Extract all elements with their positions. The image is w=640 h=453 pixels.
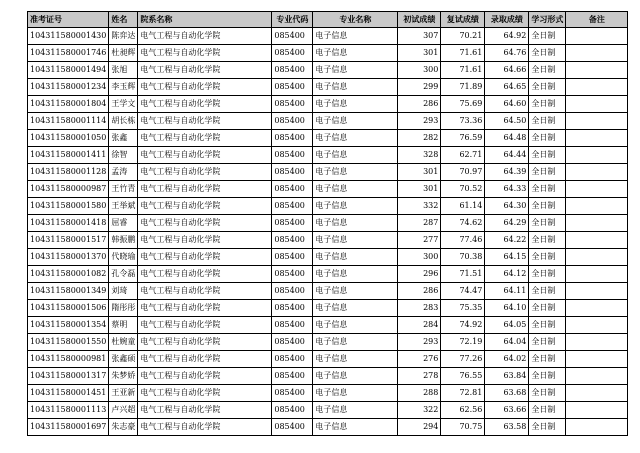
- cell-study-mode: 全日制: [529, 232, 566, 249]
- cell-retest-score: 70.75: [441, 419, 485, 436]
- cell-initial-score: 288: [398, 385, 441, 402]
- cell-major-code: 085400: [272, 283, 313, 300]
- cell-initial-score: 276: [398, 351, 441, 368]
- cell-initial-score: 296: [398, 266, 441, 283]
- header-department: 院系名称: [138, 12, 272, 28]
- cell-name: 杜婉童: [109, 334, 138, 351]
- cell-remarks: [566, 317, 628, 334]
- cell-major-name: 电子信息: [313, 215, 398, 232]
- cell-retest-score: 70.21: [441, 28, 485, 45]
- cell-name: 孔令磊: [109, 266, 138, 283]
- cell-initial-score: 301: [398, 45, 441, 62]
- cell-initial-score: 300: [398, 249, 441, 266]
- header-remarks: 备注: [566, 12, 628, 28]
- cell-remarks: [566, 402, 628, 419]
- table-row: [28, 181, 628, 198]
- cell-initial-score: 322: [398, 402, 441, 419]
- cell-major-name: 电子信息: [313, 334, 398, 351]
- cell-retest-score: 74.62: [441, 215, 485, 232]
- cell-exam-id: 104311580001113: [28, 402, 109, 419]
- cell-major-name: 电子信息: [313, 351, 398, 368]
- cell-initial-score: 283: [398, 300, 441, 317]
- cell-retest-score: 75.69: [441, 96, 485, 113]
- cell-major-code: 085400: [272, 198, 313, 215]
- cell-retest-score: 74.92: [441, 317, 485, 334]
- cell-name: 张鑫硕: [109, 351, 138, 368]
- cell-study-mode: 全日制: [529, 147, 566, 164]
- cell-retest-score: 71.51: [441, 266, 485, 283]
- cell-remarks: [566, 79, 628, 96]
- cell-retest-score: 70.97: [441, 164, 485, 181]
- cell-study-mode: 全日制: [529, 334, 566, 351]
- cell-remarks: [566, 266, 628, 283]
- cell-exam-id: 104311580001451: [28, 385, 109, 402]
- table-row: [28, 385, 628, 402]
- header-major-name: 专业名称: [313, 12, 398, 28]
- cell-name: 隋彤彤: [109, 300, 138, 317]
- table-row: [28, 147, 628, 164]
- cell-remarks: [566, 215, 628, 232]
- table-row: [28, 215, 628, 232]
- cell-major-code: 085400: [272, 164, 313, 181]
- cell-major-name: 电子信息: [313, 45, 398, 62]
- cell-retest-score: 70.38: [441, 249, 485, 266]
- cell-name: 王学文: [109, 96, 138, 113]
- cell-retest-score: 71.89: [441, 79, 485, 96]
- cell-initial-score: 286: [398, 96, 441, 113]
- cell-major-name: 电子信息: [313, 368, 398, 385]
- cell-major-name: 电子信息: [313, 79, 398, 96]
- cell-exam-id: 104311580001804: [28, 96, 109, 113]
- table-row: [28, 249, 628, 266]
- cell-exam-id: 104311580000987: [28, 181, 109, 198]
- cell-study-mode: 全日制: [529, 317, 566, 334]
- cell-exam-id: 104311580001494: [28, 62, 109, 79]
- admission-results-table: [27, 11, 628, 436]
- cell-department: 电气工程与自动化学院: [138, 334, 272, 351]
- cell-major-name: 电子信息: [313, 113, 398, 130]
- cell-department: 电气工程与自动化学院: [138, 147, 272, 164]
- cell-exam-id: 104311580001354: [28, 317, 109, 334]
- cell-admission-score: 64.44: [485, 147, 529, 164]
- table-row: [28, 198, 628, 215]
- cell-initial-score: 307: [398, 28, 441, 45]
- cell-initial-score: 278: [398, 368, 441, 385]
- cell-exam-id: 104311580001370: [28, 249, 109, 266]
- cell-department: 电气工程与自动化学院: [138, 419, 272, 436]
- cell-initial-score: 332: [398, 198, 441, 215]
- cell-name: 王竹青: [109, 181, 138, 198]
- cell-study-mode: 全日制: [529, 385, 566, 402]
- cell-exam-id: 104311580001418: [28, 215, 109, 232]
- cell-admission-score: 64.50: [485, 113, 529, 130]
- cell-admission-score: 64.60: [485, 96, 529, 113]
- table-row: [28, 45, 628, 62]
- cell-exam-id: 104311580001697: [28, 419, 109, 436]
- cell-major-name: 电子信息: [313, 96, 398, 113]
- cell-retest-score: 62.71: [441, 147, 485, 164]
- cell-study-mode: 全日制: [529, 351, 566, 368]
- cell-major-code: 085400: [272, 96, 313, 113]
- cell-major-code: 085400: [272, 317, 313, 334]
- cell-remarks: [566, 62, 628, 79]
- cell-retest-score: 70.52: [441, 181, 485, 198]
- cell-major-name: 电子信息: [313, 283, 398, 300]
- table-row: [28, 300, 628, 317]
- cell-department: 电气工程与自动化学院: [138, 283, 272, 300]
- cell-remarks: [566, 385, 628, 402]
- table-row: [28, 164, 628, 181]
- cell-department: 电气工程与自动化学院: [138, 215, 272, 232]
- cell-major-name: 电子信息: [313, 164, 398, 181]
- cell-initial-score: 299: [398, 79, 441, 96]
- cell-major-code: 085400: [272, 181, 313, 198]
- table-row: [28, 368, 628, 385]
- table-row: [28, 113, 628, 130]
- cell-study-mode: 全日制: [529, 113, 566, 130]
- cell-department: 电气工程与自动化学院: [138, 317, 272, 334]
- cell-study-mode: 全日制: [529, 96, 566, 113]
- cell-initial-score: 300: [398, 62, 441, 79]
- cell-department: 电气工程与自动化学院: [138, 45, 272, 62]
- cell-study-mode: 全日制: [529, 419, 566, 436]
- cell-major-name: 电子信息: [313, 385, 398, 402]
- cell-retest-score: 76.55: [441, 368, 485, 385]
- cell-major-code: 085400: [272, 419, 313, 436]
- cell-retest-score: 76.59: [441, 130, 485, 147]
- cell-admission-score: 64.33: [485, 181, 529, 198]
- cell-remarks: [566, 283, 628, 300]
- cell-name: 韩振鹏: [109, 232, 138, 249]
- cell-retest-score: 75.35: [441, 300, 485, 317]
- cell-admission-score: 64.65: [485, 79, 529, 96]
- cell-department: 电气工程与自动化学院: [138, 79, 272, 96]
- cell-study-mode: 全日制: [529, 402, 566, 419]
- cell-major-code: 085400: [272, 266, 313, 283]
- cell-remarks: [566, 96, 628, 113]
- table-row: [28, 283, 628, 300]
- cell-admission-score: 63.58: [485, 419, 529, 436]
- cell-initial-score: 282: [398, 130, 441, 147]
- cell-remarks: [566, 147, 628, 164]
- cell-major-code: 085400: [272, 351, 313, 368]
- cell-remarks: [566, 368, 628, 385]
- cell-department: 电气工程与自动化学院: [138, 181, 272, 198]
- cell-department: 电气工程与自动化学院: [138, 28, 272, 45]
- cell-exam-id: 104311580001082: [28, 266, 109, 283]
- cell-name: 代晓瑜: [109, 249, 138, 266]
- cell-admission-score: 63.68: [485, 385, 529, 402]
- cell-name: 朱梦娇: [109, 368, 138, 385]
- cell-retest-score: 74.47: [441, 283, 485, 300]
- cell-major-name: 电子信息: [313, 181, 398, 198]
- cell-major-name: 电子信息: [313, 28, 398, 45]
- cell-major-name: 电子信息: [313, 402, 398, 419]
- cell-major-code: 085400: [272, 385, 313, 402]
- cell-major-code: 085400: [272, 45, 313, 62]
- cell-remarks: [566, 45, 628, 62]
- cell-initial-score: 287: [398, 215, 441, 232]
- cell-major-name: 电子信息: [313, 249, 398, 266]
- cell-major-code: 085400: [272, 368, 313, 385]
- cell-retest-score: 77.26: [441, 351, 485, 368]
- cell-name: 徐智: [109, 147, 138, 164]
- cell-remarks: [566, 232, 628, 249]
- header-row: [28, 12, 628, 28]
- table-row: [28, 79, 628, 96]
- cell-major-name: 电子信息: [313, 62, 398, 79]
- cell-study-mode: 全日制: [529, 283, 566, 300]
- cell-department: 电气工程与自动化学院: [138, 402, 272, 419]
- cell-admission-score: 64.29: [485, 215, 529, 232]
- cell-major-code: 085400: [272, 147, 313, 164]
- cell-department: 电气工程与自动化学院: [138, 300, 272, 317]
- cell-department: 电气工程与自动化学院: [138, 130, 272, 147]
- cell-exam-id: 104311580001411: [28, 147, 109, 164]
- cell-major-name: 电子信息: [313, 266, 398, 283]
- cell-admission-score: 64.39: [485, 164, 529, 181]
- cell-remarks: [566, 181, 628, 198]
- cell-admission-score: 64.05: [485, 317, 529, 334]
- cell-department: 电气工程与自动化学院: [138, 249, 272, 266]
- cell-admission-score: 64.12: [485, 266, 529, 283]
- cell-retest-score: 61.14: [441, 198, 485, 215]
- cell-retest-score: 71.61: [441, 45, 485, 62]
- cell-remarks: [566, 249, 628, 266]
- cell-department: 电气工程与自动化学院: [138, 113, 272, 130]
- cell-name: 张鑫: [109, 130, 138, 147]
- cell-initial-score: 293: [398, 334, 441, 351]
- header-name: 姓名: [109, 12, 138, 28]
- header-initial-score: 初试成绩: [398, 12, 441, 28]
- cell-major-code: 085400: [272, 249, 313, 266]
- table-row: [28, 351, 628, 368]
- table-row: [28, 317, 628, 334]
- cell-study-mode: 全日制: [529, 164, 566, 181]
- cell-remarks: [566, 130, 628, 147]
- cell-exam-id: 104311580001114: [28, 113, 109, 130]
- cell-name: 刘琦: [109, 283, 138, 300]
- cell-admission-score: 63.66: [485, 402, 529, 419]
- cell-initial-score: 284: [398, 317, 441, 334]
- cell-exam-id: 104311580001430: [28, 28, 109, 45]
- cell-study-mode: 全日制: [529, 79, 566, 96]
- cell-initial-score: 293: [398, 113, 441, 130]
- cell-remarks: [566, 198, 628, 215]
- header-major-code: 专业代码: [272, 12, 313, 28]
- cell-major-code: 085400: [272, 62, 313, 79]
- table-row: [28, 334, 628, 351]
- cell-major-name: 电子信息: [313, 198, 398, 215]
- cell-name: 卢兴超: [109, 402, 138, 419]
- table-row: [28, 266, 628, 283]
- cell-admission-score: 64.15: [485, 249, 529, 266]
- cell-admission-score: 64.04: [485, 334, 529, 351]
- cell-retest-score: 62.56: [441, 402, 485, 419]
- cell-department: 电气工程与自动化学院: [138, 164, 272, 181]
- cell-major-name: 电子信息: [313, 232, 398, 249]
- cell-major-name: 电子信息: [313, 300, 398, 317]
- cell-admission-score: 64.22: [485, 232, 529, 249]
- table-row: [28, 28, 628, 45]
- cell-remarks: [566, 300, 628, 317]
- cell-department: 电气工程与自动化学院: [138, 96, 272, 113]
- cell-major-name: 电子信息: [313, 419, 398, 436]
- cell-exam-id: 104311580001349: [28, 283, 109, 300]
- table-row: [28, 96, 628, 113]
- cell-retest-score: 77.46: [441, 232, 485, 249]
- cell-study-mode: 全日制: [529, 249, 566, 266]
- cell-name: 朱志豪: [109, 419, 138, 436]
- cell-study-mode: 全日制: [529, 130, 566, 147]
- cell-major-code: 085400: [272, 334, 313, 351]
- header-retest-score: 复试成绩: [441, 12, 485, 28]
- cell-name: 张旭: [109, 62, 138, 79]
- table-row: [28, 419, 628, 436]
- cell-exam-id: 104311580001128: [28, 164, 109, 181]
- table-row: [28, 402, 628, 419]
- cell-admission-score: 64.48: [485, 130, 529, 147]
- cell-study-mode: 全日制: [529, 198, 566, 215]
- cell-major-code: 085400: [272, 300, 313, 317]
- cell-name: 蔡明: [109, 317, 138, 334]
- cell-major-code: 085400: [272, 402, 313, 419]
- cell-remarks: [566, 419, 628, 436]
- cell-name: 李玉辉: [109, 79, 138, 96]
- cell-admission-score: 64.10: [485, 300, 529, 317]
- cell-initial-score: 301: [398, 164, 441, 181]
- cell-name: 杜昶辉: [109, 45, 138, 62]
- cell-department: 电气工程与自动化学院: [138, 385, 272, 402]
- cell-exam-id: 104311580001506: [28, 300, 109, 317]
- cell-exam-id: 104311580001550: [28, 334, 109, 351]
- cell-remarks: [566, 351, 628, 368]
- cell-retest-score: 71.61: [441, 62, 485, 79]
- cell-study-mode: 全日制: [529, 62, 566, 79]
- cell-major-code: 085400: [272, 232, 313, 249]
- cell-exam-id: 104311580001517: [28, 232, 109, 249]
- cell-exam-id: 104311580001317: [28, 368, 109, 385]
- cell-initial-score: 301: [398, 181, 441, 198]
- cell-major-name: 电子信息: [313, 147, 398, 164]
- cell-department: 电气工程与自动化学院: [138, 368, 272, 385]
- table-row: [28, 232, 628, 249]
- cell-exam-id: 104311580001580: [28, 198, 109, 215]
- cell-admission-score: 64.66: [485, 62, 529, 79]
- cell-retest-score: 72.19: [441, 334, 485, 351]
- cell-major-code: 085400: [272, 79, 313, 96]
- cell-exam-id: 104311580001746: [28, 45, 109, 62]
- cell-study-mode: 全日制: [529, 215, 566, 232]
- cell-study-mode: 全日制: [529, 300, 566, 317]
- cell-remarks: [566, 164, 628, 181]
- cell-name: 王举斌: [109, 198, 138, 215]
- cell-name: 胡长栋: [109, 113, 138, 130]
- cell-retest-score: 72.81: [441, 385, 485, 402]
- cell-department: 电气工程与自动化学院: [138, 198, 272, 215]
- header-admission-score: 录取成绩: [485, 12, 529, 28]
- cell-department: 电气工程与自动化学院: [138, 351, 272, 368]
- cell-study-mode: 全日制: [529, 368, 566, 385]
- cell-name: 屈睿: [109, 215, 138, 232]
- cell-initial-score: 286: [398, 283, 441, 300]
- cell-major-code: 085400: [272, 130, 313, 147]
- cell-admission-score: 64.30: [485, 198, 529, 215]
- cell-initial-score: 328: [398, 147, 441, 164]
- cell-major-code: 085400: [272, 28, 313, 45]
- cell-major-code: 085400: [272, 215, 313, 232]
- table-row: [28, 130, 628, 147]
- cell-major-name: 电子信息: [313, 317, 398, 334]
- cell-study-mode: 全日制: [529, 181, 566, 198]
- cell-department: 电气工程与自动化学院: [138, 266, 272, 283]
- cell-remarks: [566, 334, 628, 351]
- cell-admission-score: 64.11: [485, 283, 529, 300]
- cell-admission-score: 64.92: [485, 28, 529, 45]
- table-row: [28, 62, 628, 79]
- cell-retest-score: 73.36: [441, 113, 485, 130]
- cell-major-code: 085400: [272, 113, 313, 130]
- cell-admission-score: 64.02: [485, 351, 529, 368]
- cell-department: 电气工程与自动化学院: [138, 232, 272, 249]
- cell-study-mode: 全日制: [529, 266, 566, 283]
- header-exam-id: 准考证号: [28, 12, 109, 28]
- cell-name: 孟涛: [109, 164, 138, 181]
- cell-name: 陈弈达: [109, 28, 138, 45]
- cell-major-name: 电子信息: [313, 130, 398, 147]
- cell-exam-id: 104311580001234: [28, 79, 109, 96]
- cell-initial-score: 294: [398, 419, 441, 436]
- cell-initial-score: 277: [398, 232, 441, 249]
- cell-name: 王亚新: [109, 385, 138, 402]
- cell-exam-id: 104311580001050: [28, 130, 109, 147]
- header-study-mode: 学习形式: [529, 12, 566, 28]
- cell-study-mode: 全日制: [529, 45, 566, 62]
- cell-remarks: [566, 113, 628, 130]
- cell-department: 电气工程与自动化学院: [138, 62, 272, 79]
- cell-admission-score: 63.84: [485, 368, 529, 385]
- cell-remarks: [566, 28, 628, 45]
- cell-admission-score: 64.76: [485, 45, 529, 62]
- cell-exam-id: 104311580000981: [28, 351, 109, 368]
- cell-study-mode: 全日制: [529, 28, 566, 45]
